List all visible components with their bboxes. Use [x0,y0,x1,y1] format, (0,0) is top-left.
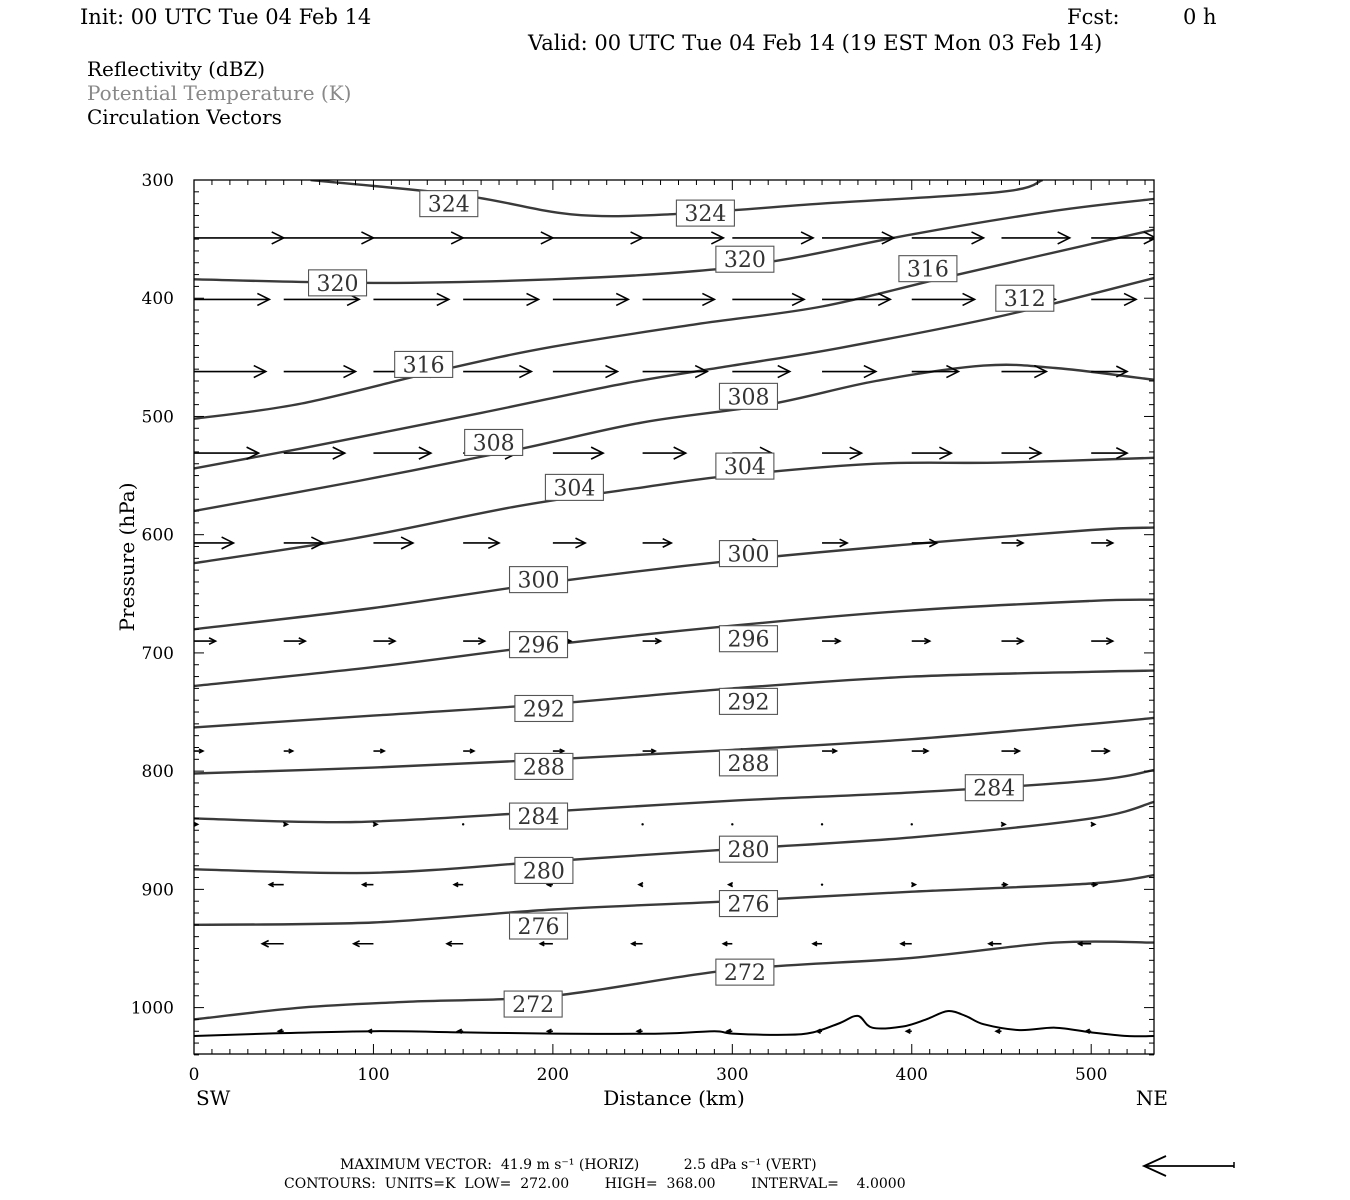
contour-label [719,891,777,918]
circulation-vector [454,883,463,887]
vector-dot [641,823,643,825]
x-left-direction: SW [196,1086,231,1110]
contour-label-text: 276 [727,892,770,918]
field-potential-temperature: Potential Temperature (K) [87,81,352,105]
x-axis-label: Distance (km) [603,1086,745,1110]
y-tick-label: 800 [141,762,174,783]
circulation-vector [912,638,930,643]
y-tick-label: 500 [141,407,174,428]
circulation-vector [540,942,553,946]
forecast-hour: 0 h [1183,5,1217,29]
contour-label-text: 304 [723,455,766,481]
y-tick-label: 300 [141,171,174,191]
circulation-vector [1091,822,1095,826]
contour-label [719,626,777,653]
contour-label [545,474,603,501]
contour-label-text: 304 [553,476,596,502]
circulation-vector [373,638,395,644]
circulation-vector [732,366,789,378]
circulation-vector [643,447,686,459]
circulation-vector [912,749,928,754]
circulation-vector [732,293,804,305]
vector-head [176,882,181,887]
circulation-vector [463,749,474,753]
reference-vector-arrow [1144,1156,1234,1176]
circulation-vector [373,537,412,549]
circulation-vector [171,940,194,947]
valid-time: Valid: 00 UTC Tue 04 Feb 14 (19 EST Mon 03 Feb 14) [528,31,1103,55]
contour-label [504,991,562,1018]
contour-label-text: 288 [522,755,565,781]
circulation-vector [284,749,293,753]
contour-label [965,775,1023,802]
contour-label [465,429,523,456]
circulation-vector [911,823,913,825]
circulation-vector [284,366,356,378]
circulation-vector [822,366,876,378]
theta-contour [194,875,1154,925]
circulation-vector [373,447,430,459]
contour-label-text: 316 [402,353,445,379]
circulation-vector [1001,748,1019,753]
contour-label [510,632,568,659]
circulation-vector [641,823,643,825]
circulation-vector [1001,822,1005,826]
circulation-vector [553,447,603,459]
circulation-vector [822,232,894,244]
circulation-vector [463,293,538,305]
terrain-line [194,1011,1154,1036]
circulation-vector [822,638,840,643]
vector-dot [911,823,913,825]
contour-label [719,383,777,410]
contour-label-text: 324 [427,192,470,218]
circulation-vector [269,882,283,886]
circulation-vector [643,293,715,305]
circulation-vector [553,538,585,548]
x-tick-label: 100 [357,1065,390,1085]
vector-dot [821,883,823,885]
contour-label-text: 284 [517,805,560,831]
circulation-vector [732,232,813,244]
vector-dot [462,823,464,825]
circulation-vector [373,749,384,753]
contour-info: CONTOURS: UNITS=K LOW= 272.00 HIGH= 368.00 INTERVAL= 4.0000 [284,1176,906,1192]
contour-label-text: 320 [723,248,766,274]
circulation-vector [912,539,937,547]
contour-label [395,351,453,378]
circulation-vector [989,942,1002,946]
circulation-vector [363,883,374,887]
circulation-vector [643,539,672,548]
contour-label-text: 316 [906,257,949,283]
circulation-vector [194,447,259,459]
circulation-vector [632,942,643,946]
contour-label-text: 284 [973,776,1016,802]
circulation-vector [912,293,975,305]
circulation-vector [463,366,531,378]
circulation-vector [189,1029,194,1033]
contour-label-text: 296 [517,633,560,659]
circulation-vector [194,366,266,378]
contour-label-text: 292 [522,697,565,723]
circulation-vector [284,638,306,644]
circulation-vector [194,293,269,305]
x-tick-label: 500 [1074,1065,1108,1085]
circulation-vector [368,1029,373,1033]
contour-label [899,256,957,283]
y-tick-label: 1000 [130,998,174,1019]
contour-label [515,753,573,780]
theta-contour [194,365,1154,511]
contour-label-text: 272 [723,961,766,987]
y-tick-label: 600 [141,525,174,546]
circulation-vector [463,232,553,244]
contour-label-text: 288 [727,751,770,777]
circulation-vector [373,232,463,244]
y-tick-label: 400 [141,289,174,310]
circulation-vector [911,883,915,887]
circulation-vector [912,232,984,244]
circulation-vector [194,749,203,753]
circulation-vector [639,883,643,887]
x-tick-label: 300 [716,1065,749,1085]
circulation-vector [912,366,959,378]
circulation-vector [462,823,464,825]
theta-contour [194,802,1154,873]
contour-label [719,688,777,715]
forecast-label: Fcst: [1067,5,1120,29]
circulation-vector [813,942,822,946]
contour-label [510,567,568,594]
circulation-vector [637,1029,642,1033]
x-tick-label: 400 [895,1065,928,1085]
circulation-vector [821,883,823,885]
circulation-vector [1091,448,1127,459]
circulation-vector [1091,293,1136,305]
contour-label-text: 308 [472,431,515,457]
contour-label-text: 308 [727,385,770,411]
circulation-vector [553,232,643,244]
theta-contour [194,941,1154,1019]
contour-label [716,453,774,480]
circulation-vector [643,232,724,244]
circulation-vector [176,882,194,887]
contour-label-text: 280 [727,838,770,864]
contour-label [515,857,573,884]
circulation-vector [1001,447,1040,459]
circulation-vector [553,366,618,378]
contour-label [510,913,568,940]
circulation-vector [906,1029,911,1033]
circulation-vector [1091,748,1109,753]
circulation-vector [1001,232,1069,244]
contour-label [309,270,367,297]
circulation-vector [463,538,499,549]
contour-label [996,285,1054,312]
contour-label [515,695,573,722]
circulation-vector [373,293,448,305]
vector-head [171,940,178,947]
circulation-vector [723,942,732,946]
theta-contour [194,671,1154,728]
x-right-direction: NE [1135,1086,1168,1110]
x-tick-label: 200 [536,1065,570,1085]
field-circulation-vectors: Circulation Vectors [87,105,282,129]
contour-label-text: 280 [522,859,565,885]
circulation-vector [463,638,485,644]
vector-head [189,1029,193,1033]
circulation-vector [731,823,733,825]
y-tick-label: 700 [141,643,174,664]
contour-label [716,246,774,273]
contour-label-text: 312 [1003,287,1046,313]
vector-dot [821,823,823,825]
circulation-vector [643,749,656,753]
contour-label [510,803,568,830]
circulation-vector [553,749,564,753]
circulation-vector [373,822,377,826]
contour-label [420,191,478,218]
contour-label-text: 292 [727,690,770,716]
contour-label-text: 324 [684,202,727,228]
theta-contour [194,718,1154,774]
circulation-vector [996,1029,1001,1033]
circulation-vector [912,447,951,459]
circulation-vector [553,293,628,305]
contour-label-text: 320 [316,271,359,297]
theta-contour [194,458,1154,563]
contour-label [719,541,777,568]
circulation-vector [354,941,374,947]
circulation-vector [729,883,733,887]
circulation-vector [1001,366,1046,378]
field-reflectivity: Reflectivity (dBZ) [87,57,266,81]
theta-contour [194,230,1154,419]
circulation-vector [1001,540,1023,546]
y-axis-label: Pressure (hPa) [115,482,139,632]
circulation-vector [822,749,836,753]
vector-dot [731,823,733,825]
circulation-vector [822,447,861,459]
contour-label-text: 272 [512,993,555,1019]
contour-label-text: 300 [727,542,770,568]
circulation-vector [821,823,823,825]
contour-label-text: 276 [517,915,560,941]
circulation-vector [262,941,284,947]
circulation-vector [1091,540,1113,546]
circulation-vector [284,232,374,244]
circulation-vector [1091,638,1113,644]
contour-label-text: 296 [727,627,770,653]
init-time: Init: 00 UTC Tue 04 Feb 14 [80,5,372,29]
circulation-vector [447,941,463,946]
contour-label [719,750,777,777]
x-tick-label: 0 [188,1065,200,1085]
circulation-vector [1001,883,1006,887]
circulation-vector [194,537,233,549]
contour-label [676,200,734,227]
circulation-vector [901,942,912,946]
contour-label-text: 300 [517,568,560,594]
maximum-vector-info: MAXIMUM VECTOR: 41.9 m s⁻¹ (HORIZ) 2.5 dPa s⁻¹ (VERT) [340,1157,817,1173]
circulation-vector [643,638,661,643]
y-tick-label: 900 [141,880,174,901]
circulation-vector [194,232,284,244]
contour-label [719,836,777,863]
circulation-vector [283,822,287,826]
circulation-vector [1001,638,1023,644]
contour-label [716,959,774,986]
circulation-vector [822,539,847,547]
